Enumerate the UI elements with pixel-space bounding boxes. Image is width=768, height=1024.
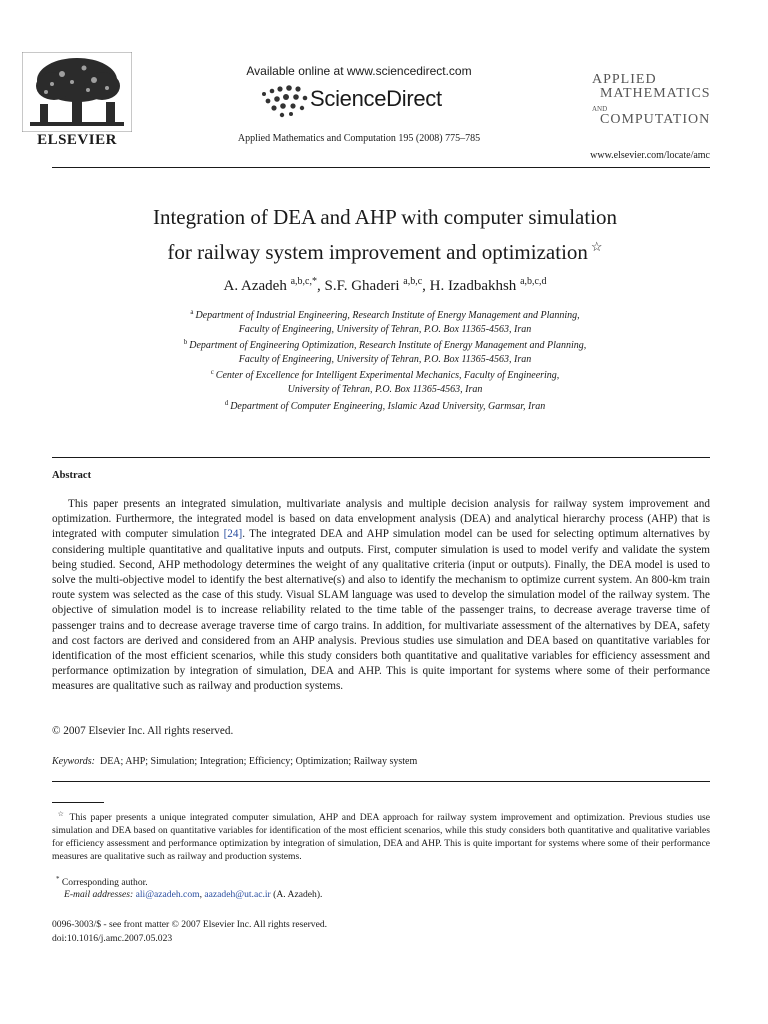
abstract-bottom-rule: [52, 781, 710, 782]
journal-logo: [588, 72, 718, 134]
corresponding-author-text: Corresponding author.: [61, 877, 148, 888]
abstract-copyright: © 2007 Elsevier Inc. All rights reserved.: [52, 725, 234, 737]
citation-link[interactable]: [24]: [223, 528, 243, 541]
email-suffix: (A. Azadeh).: [270, 889, 323, 900]
affiliation-mark: c: [210, 368, 214, 377]
journal-logo-line1: APPLIED: [592, 72, 657, 87]
title-footnote-mark[interactable]: ☆: [590, 239, 603, 254]
journal-reference: Applied Mathematics and Computation 195 (2008) 775–785: [237, 133, 481, 144]
journal-logo-line2: MATHEMATICS: [600, 86, 711, 101]
email-addresses: [64, 889, 322, 900]
keywords-text: DEA; AHP; Simulation; Integration; Efficiency; Optimization; Railway system: [99, 756, 418, 767]
doi-line[interactable]: doi:10.1016/j.amc.2007.05.023: [52, 933, 173, 944]
affiliation-line: [60, 306, 710, 323]
author-name: A. Azadeh: [223, 278, 287, 294]
article-title: [60, 203, 710, 267]
affiliation-text: Center of Excellence for Intelligent Experimental Mechanics, Faculty of Engineering,: [215, 370, 560, 382]
abstract-top-rule: [52, 457, 710, 458]
available-online-text[interactable]: Available online at www.sciencedirect.com: [246, 64, 472, 78]
journal-logo-line3: COMPUTATION: [600, 112, 711, 127]
author-list: [60, 276, 710, 295]
affiliation-mark: a: [190, 308, 194, 316]
abstract-body: [52, 497, 710, 695]
affiliation-list: [60, 306, 710, 413]
author-separator: ,: [316, 278, 325, 294]
affiliation-line: [60, 336, 710, 353]
email-label: E-mail addresses:: [64, 889, 134, 900]
affiliation-mark: d: [224, 398, 229, 407]
abstract-heading: Abstract: [52, 470, 92, 481]
affiliation-line: Faculty of Engineering, University of Tehran, P.O. Box 11365-4563, Iran: [238, 353, 532, 365]
title-footnote: [52, 808, 710, 863]
publisher-name: ELSEVIER: [37, 132, 117, 148]
author-separator: ,: [422, 278, 430, 294]
title-line-1: Integration of DEA and AHP with computer simulation: [152, 205, 618, 229]
author-affil-marks[interactable]: a,b,c: [403, 276, 423, 287]
journal-url[interactable]: www.elsevier.com/locate/amc: [590, 150, 710, 161]
footnote-text: This paper presents a unique integrated computer simulation, AHP and DEA approach for railway system improvement and optimization. Previous studies use simulation and DEA based on quantitative variables for identification of the most efficient scenarios, while this study considers both quantitative and qualitative variables for efficiency assessment and performance optimization by integration of simulation, DEA and AHP. This is quite important for systems where some of their performance measures are qualitative such as railway and production systems.: [52, 812, 710, 862]
affiliation-text: Department of Engineering Optimization, Research Institute of Energy Management and Planning,: [189, 340, 587, 352]
sciencedirect-dots-icon: [258, 84, 308, 120]
sciencedirect-logo[interactable]: [258, 84, 468, 120]
header-rule: [52, 167, 710, 168]
email-link[interactable]: ali@azadeh.com: [135, 889, 200, 900]
author-affil-marks[interactable]: a,b,c,d: [520, 276, 547, 287]
author-name: H. Izadbakhsh: [429, 278, 517, 294]
title-line-2-text: for railway system improvement and optimization: [167, 240, 588, 264]
affiliation-line: [60, 397, 710, 414]
footnote-mark: ☆: [56, 810, 66, 818]
title-line-2: [60, 232, 710, 267]
footnote-mark: *: [56, 875, 60, 883]
journal-logo-and: AND: [592, 105, 608, 113]
email-link[interactable]: aazadeh@ut.ac.ir: [204, 889, 271, 900]
corresponding-author-note: [56, 875, 148, 888]
email-separator: ,: [199, 889, 205, 900]
sciencedirect-wordmark: ScienceDirect: [310, 86, 442, 111]
author-name: S.F. Ghaderi: [324, 278, 400, 294]
abstract-text: . The integrated DEA and AHP simulation model can be used for selecting optimum alternatives by considering multiple quantitative and qualitative inputs and outputs. First, computer simulation is used to model verify and validate the system being studied. Second, AHP methodology determines the weight of any qualitative criteria (input or outputs). Finally, the DEA model is used to solve the multi-objective model to identify the best alternative(s) and also to identify the mechanism to optimize current system. An 800-km train route system was selected as the case of this study. Visual SLAM language was used to develop the simulation model of the railway system. The objective of simulation model is to increase reliability related to the time table of the passenger trains, to decrease average traverse time of passenger trains and to decrease average traverse time of cargo trains. In addition, for multivariate assessment of the alternatives by DEA, safety and cost factors are derived and considered from an AHP analysis. Previous studies use simulation and DEA based on quantitative variables for identification of the most efficient scenarios, while this study considers both quantitative and qualitative variables for efficiency assessment and performance optimization by integration of simulation, DEA and AHP. This is quite important for systems where some of their performance measures are qualitative such as railway and production systems.: [52, 528, 710, 693]
footnote-rule: [52, 802, 104, 803]
author-affil-marks[interactable]: a,b,c,*: [290, 276, 317, 287]
affiliation-text: Department of Computer Engineering, Islamic Azad University, Garmsar, Iran: [230, 400, 546, 412]
abstract-text: This paper presents an integrated simulation, multivariate analysis and multiple decision analysis for railway system improvement and optimization. Furthermore, the integrated model is based on data envelopment analysis (DEA) and analytical hierarchy process (AHP) that is integrated with computer simulation: [52, 498, 710, 541]
affiliation-line: [60, 366, 710, 383]
keywords-label: Keywords:: [52, 756, 95, 767]
affiliation-text: Department of Industrial Engineering, Research Institute of Energy Management and Planning,: [195, 310, 580, 321]
keywords: [52, 756, 417, 767]
affiliation-mark: b: [183, 338, 188, 347]
affiliation-line: University of Tehran, P.O. Box 11365-4563, Iran: [287, 383, 483, 395]
issn-line: 0096-3003/$ - see front matter © 2007 Elsevier Inc. All rights reserved.: [52, 919, 328, 930]
affiliation-line: Faculty of Engineering, University of Tehran, P.O. Box 11365-4563, Iran: [238, 323, 532, 335]
